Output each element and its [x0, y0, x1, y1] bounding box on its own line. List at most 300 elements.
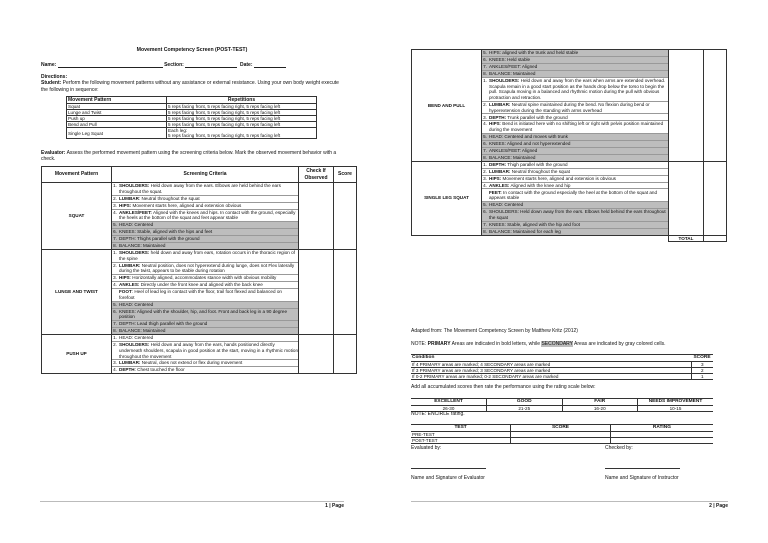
criteria-text — [489, 169, 570, 175]
criteria-description: BALANCE: Maintained — [119, 243, 166, 249]
lunge-row — [42, 249, 357, 334]
criteria-item — [482, 78, 668, 102]
mp-pattern: Bend and Pull — [67, 122, 167, 128]
mp-header-reps: Repetitions — [167, 97, 317, 104]
condition-header: Condition — [411, 355, 691, 362]
criteria-description: : Horizontally aligned, accommodates stance width with obvious mobility — [129, 275, 277, 281]
criteria-number: 7. — [483, 221, 487, 227]
posttest-score[interactable] — [511, 437, 611, 443]
criteria-primary-label: HIPS — [119, 275, 130, 281]
date-field[interactable] — [254, 63, 286, 68]
criteria-primary-label: ANKLES: — [489, 182, 510, 188]
instructor-signature-label: Name and Signature of Instructor — [605, 475, 679, 481]
criteria-description: KNEES: Held stable — [489, 57, 531, 63]
criteria-description: DEPTH: Thighs parallel with the ground — [119, 236, 200, 242]
criteria-text — [489, 141, 570, 147]
criteria-description: In contact with the ground especially the heel at the bottom of the squat and appears stable — [489, 189, 658, 201]
page-number — [325, 503, 344, 509]
squat-row — [42, 183, 357, 250]
test-header: TEST — [411, 425, 511, 432]
criteria-text — [119, 289, 298, 300]
condition-text: If 3 PRIMARY areas are marked; 3 SECONDARY areas are marked — [411, 367, 691, 373]
pushup-row — [42, 335, 357, 374]
pushup-label: PUSH UP — [42, 335, 112, 374]
criteria-primary-label: ANKLES/FEET: — [119, 209, 152, 215]
criteria-item — [112, 263, 298, 276]
criteria-description: BALANCE: Maintained — [119, 328, 166, 334]
squat-check-cell[interactable] — [299, 183, 334, 250]
criteria-item — [112, 236, 298, 243]
mp-reps: 5 reps facing front, 5 reps facing right, 5 reps facing left — [168, 133, 281, 139]
total-row — [412, 235, 727, 242]
criteria-description: KNEES: Stable, aligned with the hip and foot — [489, 221, 580, 227]
criteria-item — [112, 210, 298, 223]
criteria-item — [112, 222, 298, 229]
lunge-score-cell[interactable] — [334, 249, 357, 334]
criteria-description: Neutral spine maintained during the bend. No flexion during bend or hyperextension during the standing with arms overhead — [489, 101, 650, 113]
criteria-primary-label: HIPS: — [119, 202, 132, 208]
condition-score: 2 — [691, 367, 713, 373]
criteria-number: 8. — [483, 228, 487, 234]
criteria-description: BALANCE: Maintained — [489, 70, 536, 76]
criteria-primary-label: DEPTH — [119, 367, 135, 373]
criteria-number: 6. — [113, 229, 117, 235]
mp-pattern: Single Leg Squat — [67, 128, 167, 139]
criteria-number: 6. — [483, 57, 487, 63]
note-primary: PRIMARY — [427, 341, 451, 347]
directions-block — [41, 74, 341, 93]
criteria-text — [489, 57, 530, 63]
criteria-number: 5. — [483, 50, 487, 56]
criteria-number: 7. — [483, 63, 487, 69]
criteria-item — [482, 121, 668, 134]
note-suffix: Areas are indicated by gray colored cells. — [572, 341, 666, 347]
sls-row — [412, 161, 727, 235]
criteria-text — [489, 222, 580, 228]
criteria-text — [489, 183, 570, 189]
criteria-item — [482, 162, 668, 169]
criteria-text — [489, 121, 668, 132]
criteria-description: SHOULDERS: Held down away from the ears. Elbows held behind the ears throughout the squat — [489, 209, 666, 220]
rating-needs-improvement-range: 10-15 — [638, 405, 714, 411]
criteria-text — [119, 328, 165, 334]
criteria-text — [119, 196, 200, 202]
crit-header-criteria: Screening Criteria — [112, 167, 299, 183]
criteria-item — [482, 183, 668, 190]
criteria-number: 3. — [113, 360, 117, 366]
criteria-number: 1. — [483, 161, 487, 167]
footer-line — [411, 501, 728, 502]
criteria-description: KNEES: Aligned and not hyperextended — [489, 141, 571, 147]
mp-reps: 5 reps facing front, 5 reps facing right, 5 reps facing left — [167, 122, 317, 128]
criteria-text — [119, 335, 153, 341]
criteria-item — [112, 282, 298, 289]
note-secondary: SECONDARY — [541, 341, 573, 347]
crit-header-check: Check If Observed — [299, 167, 334, 183]
criteria-primary-label: FOOT — [119, 289, 132, 295]
criteria-description: HEAD: Centered and moves with trunk — [489, 134, 568, 140]
criteria-number: 5. — [483, 134, 487, 140]
mp-pattern: Squat — [67, 104, 167, 110]
bend-pull-check-cell[interactable] — [669, 50, 704, 162]
page-title: Movement Competency Screen (POST-TEST) — [136, 47, 248, 53]
posttest-rating[interactable] — [610, 437, 713, 443]
criteria-number: 1. — [113, 335, 117, 341]
criteria-text — [119, 360, 242, 366]
test-score-table — [411, 424, 713, 444]
rating-needs-improvement: NEEDS IMPROVEMENT — [638, 399, 714, 406]
criteria-item — [112, 229, 298, 236]
criteria-primary-label: HIPS — [489, 121, 500, 127]
criteria-description: Held down away from the ears. Elbows are held behind the ears throughout the squat. — [119, 183, 281, 194]
criteria-primary-label: FEET: — [489, 189, 502, 195]
criteria-item — [112, 243, 298, 249]
criteria-number: 4. — [113, 367, 117, 373]
criteria-description: HEAD: Centered — [119, 222, 154, 228]
condition-text: If 0-2 PRIMARY areas are marked; 0-2 SECONDARY areas are marked — [411, 373, 691, 379]
criteria-description: HEAD: Centered — [489, 202, 524, 208]
pushup-score-cell[interactable] — [334, 335, 357, 374]
criteria-description: : Chest touched the floor — [134, 367, 185, 373]
criteria-number — [112, 289, 119, 300]
criteria-description: Neutral position, does not hyperextend during lunge, does not Flex laterally during the twist, appears to be stable during rotation — [119, 262, 295, 274]
criteria-item — [112, 342, 298, 360]
criteria-primary-label: DEPTH: — [489, 114, 507, 120]
criteria-number: 7. — [113, 321, 117, 327]
criteria-description: Aligned with the knee and hip — [509, 182, 571, 188]
criteria-number: 2. — [113, 195, 117, 201]
condition-table — [411, 354, 713, 380]
rating-excellent: EXCELLENT — [411, 399, 487, 406]
criteria-primary-label: SHOULDERS: — [119, 342, 150, 348]
criteria-description: KNEES: Stable, aligned with the hips and feet — [119, 229, 213, 235]
criteria-number: 1. — [113, 249, 117, 255]
squat-criteria-list — [112, 183, 298, 249]
criteria-item — [112, 335, 298, 342]
rating-header: RATING — [610, 425, 713, 432]
student-instructions: Perform the following movement patterns without any assistance or external resistance. Using your own body weight execute the following in sequence: — [41, 80, 339, 93]
mp-header-pattern: Movement Pattern — [67, 97, 167, 104]
name-label: Name: — [41, 62, 57, 68]
condition-row — [411, 373, 713, 379]
squat-score-cell[interactable] — [334, 183, 357, 250]
criteria-number: 5. — [113, 301, 117, 307]
criteria-item — [482, 155, 668, 161]
criteria-text — [119, 236, 200, 242]
mp-reps: 5 reps facing front, 5 reps facing right, 5 reps facing left — [167, 116, 317, 122]
criteria-text — [119, 275, 276, 281]
bend-pull-criteria-list — [482, 50, 668, 161]
criteria-number: 8. — [483, 70, 487, 76]
criteria-description: Thigh parallel with the ground — [506, 161, 568, 167]
rating-good-range: 21-25 — [487, 405, 563, 411]
criteria-number: 6. — [113, 308, 117, 314]
criteria-number: 4. — [113, 209, 117, 215]
criteria-description: : Heel of lead leg in contact with the floor, trail foot flexed and balanced on forefoot — [119, 289, 282, 300]
criteria-table-page1 — [41, 166, 357, 374]
page-2 — [384, 0, 768, 543]
mp-reps-each-leg: Each leg: — [168, 128, 188, 134]
criteria-number: 3. — [483, 175, 487, 181]
rating-fair-range: 16-20 — [562, 405, 638, 411]
criteria-description: Held down and away from the ears, hands positioned directly underneath shoulders, scapula in good position at the start, moving in a rhythmic motion throughout the movement — [119, 342, 299, 359]
criteria-text — [489, 202, 523, 208]
page-number-text: 1 | Page — [325, 502, 344, 509]
criteria-item — [482, 114, 668, 121]
note-encircle: NOTE: ENCIRLE rating. — [411, 411, 465, 417]
instructor-signature-line[interactable] — [605, 468, 680, 469]
evaluator-signature-label: Name and Signature of Evaluator — [411, 475, 485, 481]
criteria-number: 2. — [113, 342, 117, 348]
criteria-item — [482, 202, 668, 209]
criteria-description: Neutral throughout the squat — [510, 168, 570, 174]
criteria-description: BALANCE: Maintained — [489, 154, 536, 160]
criteria-item — [482, 209, 668, 222]
criteria-primary-label: SHOULDERS: — [119, 183, 150, 189]
criteria-item — [482, 176, 668, 183]
criteria-number: 5. — [113, 222, 117, 228]
mp-pattern: Lunge and Twist — [67, 110, 167, 116]
checked-by-label: Checked by: — [605, 445, 633, 451]
criteria-number: 2. — [113, 262, 117, 268]
criteria-number: 6. — [483, 209, 487, 215]
rating-fair: FAIR — [562, 399, 638, 406]
criteria-item — [482, 50, 668, 57]
bend-pull-label: BEND AND PULL — [412, 50, 482, 162]
rating-excellent-range: 26-30 — [411, 405, 487, 411]
criteria-number: 1. — [113, 183, 117, 189]
score-header: SCORE — [511, 425, 611, 432]
footer-line — [40, 501, 344, 502]
criteria-text — [489, 102, 668, 113]
criteria-description: KNEES: Aligned with the shoulder, hip, and foot. Front and back leg in a 90 degree position — [119, 308, 288, 320]
criteria-text — [119, 263, 298, 274]
criteria-description: Neutral, does not extend or flex during movement — [140, 360, 243, 366]
criteria-description: HEAD: Centered — [119, 335, 154, 341]
criteria-number: 7. — [483, 147, 487, 153]
criteria-item — [112, 302, 298, 309]
lunge-check-cell[interactable] — [299, 249, 334, 334]
criteria-text — [119, 367, 185, 373]
criteria-number: 8. — [113, 243, 117, 249]
criteria-primary-label: HIPS: — [489, 175, 502, 181]
criteria-item — [482, 57, 668, 64]
criteria-text — [489, 229, 561, 235]
page-number-text: 2 | Page — [709, 502, 728, 509]
criteria-primary-label: LUMBAR — [119, 195, 139, 201]
criteria-number: 3. — [113, 202, 117, 208]
total-score-cell[interactable] — [704, 235, 727, 242]
criteria-number: 5. — [483, 202, 487, 208]
crit-header-score: Score — [334, 167, 357, 183]
criteria-description: BALANCE: Maintained for each leg — [489, 228, 561, 234]
mp-row — [67, 128, 317, 139]
criteria-description: : Bend is initiated here with no shifting left or right with pelvis position maintained during the movement — [489, 121, 664, 133]
mp-reps: 5 reps facing front, 5 reps facing right, 5 reps facing left — [167, 104, 317, 110]
criteria-text — [489, 190, 668, 201]
criteria-number: 8. — [113, 328, 117, 334]
criteria-table-page2 — [411, 49, 727, 242]
criteria-item — [112, 309, 298, 322]
date-label: Date: — [239, 62, 253, 68]
pretest-label: PRE-TEST — [411, 431, 511, 437]
criteria-number: 3. — [113, 275, 117, 281]
criteria-text — [489, 134, 568, 140]
movement-pattern-table — [66, 96, 317, 139]
criteria-description: Movement starts here, aligned and extension obvious — [131, 202, 242, 208]
criteria-primary-label: DEPTH: — [489, 161, 507, 167]
sls-score-cell[interactable] — [704, 161, 727, 235]
adapted-from: Adapted from: The Movement Competency Screen by Matthew Kritz (2012) — [411, 328, 578, 334]
criteria-item — [482, 71, 668, 78]
criteria-number: 2. — [483, 101, 487, 107]
total-label: TOTAL — [669, 235, 704, 242]
criteria-text — [489, 64, 537, 70]
criteria-text — [489, 78, 668, 101]
criteria-text — [119, 282, 263, 288]
criteria-item — [482, 189, 668, 202]
criteria-number: 6. — [483, 141, 487, 147]
criteria-text — [119, 203, 241, 209]
sls-criteria-list — [482, 162, 668, 235]
condition-text: If 4 PRIMARY areas are marked; 4 SECONDARY areas are marked — [411, 361, 691, 367]
criteria-number: 1. — [483, 77, 487, 83]
note-prefix: NOTE: — [411, 341, 428, 347]
criteria-description: Movement starts here, aligned and extension is obvious — [501, 175, 616, 181]
sls-check-cell[interactable] — [669, 161, 704, 235]
condition-score-header: SCORE — [691, 355, 713, 362]
criteria-primary-label: SHOULDERS: — [489, 77, 520, 83]
criteria-item — [112, 183, 298, 196]
criteria-text — [489, 148, 537, 154]
criteria-text — [119, 229, 212, 235]
bend-pull-row — [412, 50, 727, 162]
criteria-item — [482, 222, 668, 229]
criteria-primary-label: LUMBAR: — [119, 262, 141, 268]
section-label: Section: — [164, 62, 184, 68]
criteria-text — [489, 176, 616, 182]
criteria-description: Trunk parallel with the ground — [506, 114, 568, 120]
criteria-item — [112, 250, 298, 263]
criteria-item — [112, 203, 298, 210]
criteria-number: 3. — [483, 114, 487, 120]
criteria-number: 2. — [483, 168, 487, 174]
criteria-text — [119, 243, 165, 249]
evaluator-instructions: Assess the performed movement pattern using the screening criteria below. Mark the observed movement behavior with a check. — [41, 150, 337, 163]
add-all-instruction: Add all accumulated scores then rate the performance using the rating scale below: — [411, 384, 596, 390]
criteria-item — [482, 169, 668, 176]
criteria-item — [112, 360, 298, 367]
crit-header-pattern: Movement Pattern — [42, 167, 112, 183]
criteria-description: held down and away from ears, rotation occurs in the thoracic region of the spine — [119, 249, 295, 261]
mp-pattern: Push up — [67, 116, 167, 122]
criteria-number: 8. — [483, 154, 487, 160]
criteria-text — [119, 309, 298, 320]
criteria-text — [489, 209, 668, 220]
criteria-number: 4. — [113, 282, 117, 288]
criteria-text — [119, 222, 153, 228]
criteria-description: HEAD: Centered — [119, 301, 154, 307]
criteria-primary-label: LUMBAR: — [489, 168, 511, 174]
criteria-item — [482, 148, 668, 155]
criteria-primary-label: LUMBAR: — [489, 101, 511, 107]
lunge-label: LUNGE AND TWIST — [42, 249, 112, 334]
rating-good: GOOD — [487, 399, 563, 406]
student-info-line — [41, 62, 341, 68]
criteria-primary-label: SHOULDERS: — [119, 249, 150, 255]
evaluator-block — [41, 150, 341, 163]
mp-reps: 5 reps facing front, 5 reps facing right, 5 reps facing left — [167, 110, 317, 116]
student-label: Student: — [41, 80, 62, 87]
criteria-item — [482, 229, 668, 235]
section-field[interactable] — [185, 63, 237, 68]
criteria-item — [112, 321, 298, 328]
criteria-text — [119, 302, 153, 308]
note-mid: Areas are indicated in bold letters, while — [450, 341, 542, 347]
sls-label: SINGLE LEG SQUAT — [412, 161, 482, 235]
criteria-item — [482, 134, 668, 141]
criteria-description: HIPS: aligned with the trunk and held stable — [489, 50, 579, 56]
pushup-criteria-list — [112, 335, 298, 373]
note-primary-secondary — [411, 341, 741, 347]
criteria-number: 4. — [483, 121, 487, 127]
directions-heading: Directions: — [41, 74, 68, 80]
posttest-label: POST-TEST — [411, 437, 511, 443]
squat-label: SQUAT — [42, 183, 112, 250]
name-field[interactable] — [58, 63, 163, 68]
criteria-primary-label: LUMBAR: — [119, 360, 141, 366]
criteria-number — [482, 190, 489, 201]
criteria-description: ANKLES/FEET: Aligned — [489, 63, 538, 69]
criteria-item — [112, 196, 298, 203]
posttest-row — [411, 437, 713, 443]
criteria-primary-label: ANKLES: — [119, 282, 140, 288]
criteria-item — [112, 367, 298, 373]
condition-score: 1 — [691, 373, 713, 379]
criteria-item — [482, 141, 668, 148]
criteria-text — [489, 71, 535, 77]
criteria-number: 7. — [113, 236, 117, 242]
criteria-item — [112, 275, 298, 282]
page-number — [709, 503, 728, 509]
pushup-check-cell[interactable] — [299, 335, 334, 374]
rating-scale-table — [411, 398, 713, 412]
criteria-number: 4. — [483, 182, 487, 188]
criteria-text — [489, 162, 568, 168]
criteria-description: Held down and away from the ears when arms are extended overhead. Scapula remain in a good start position as the hands drop below the torso to begin the pull. Scapula moving in a balanced and rhythmic motion during the pull with obvious protraction and retraction. — [489, 77, 666, 100]
criteria-text — [119, 183, 298, 194]
criteria-text — [489, 115, 568, 121]
bend-pull-score-cell[interactable] — [704, 50, 727, 162]
criteria-item — [112, 289, 298, 302]
evaluator-signature-line[interactable] — [411, 468, 486, 469]
evaluator-label: Evaluator: — [41, 150, 66, 156]
criteria-description: ANKLES/FEET: Aligned — [489, 147, 538, 153]
lunge-criteria-list — [112, 250, 298, 334]
criteria-description: Directly under the front knee and aligned with the back knee — [139, 282, 263, 288]
criteria-text — [119, 342, 298, 359]
criteria-description: : Neutral throughout the squat — [138, 195, 200, 201]
condition-score: 3 — [691, 361, 713, 367]
criteria-item — [482, 102, 668, 115]
criteria-text — [489, 50, 578, 56]
criteria-item — [112, 328, 298, 334]
criteria-text — [119, 210, 298, 221]
criteria-description: Aligned with the knees and hips. In contact with the ground, especially the heels at the bottom of the squat and feet appear stable — [119, 209, 296, 221]
criteria-item — [482, 64, 668, 71]
criteria-description: DEPTH: Lead thigh parallel with the ground — [119, 321, 208, 327]
criteria-text — [119, 321, 207, 327]
